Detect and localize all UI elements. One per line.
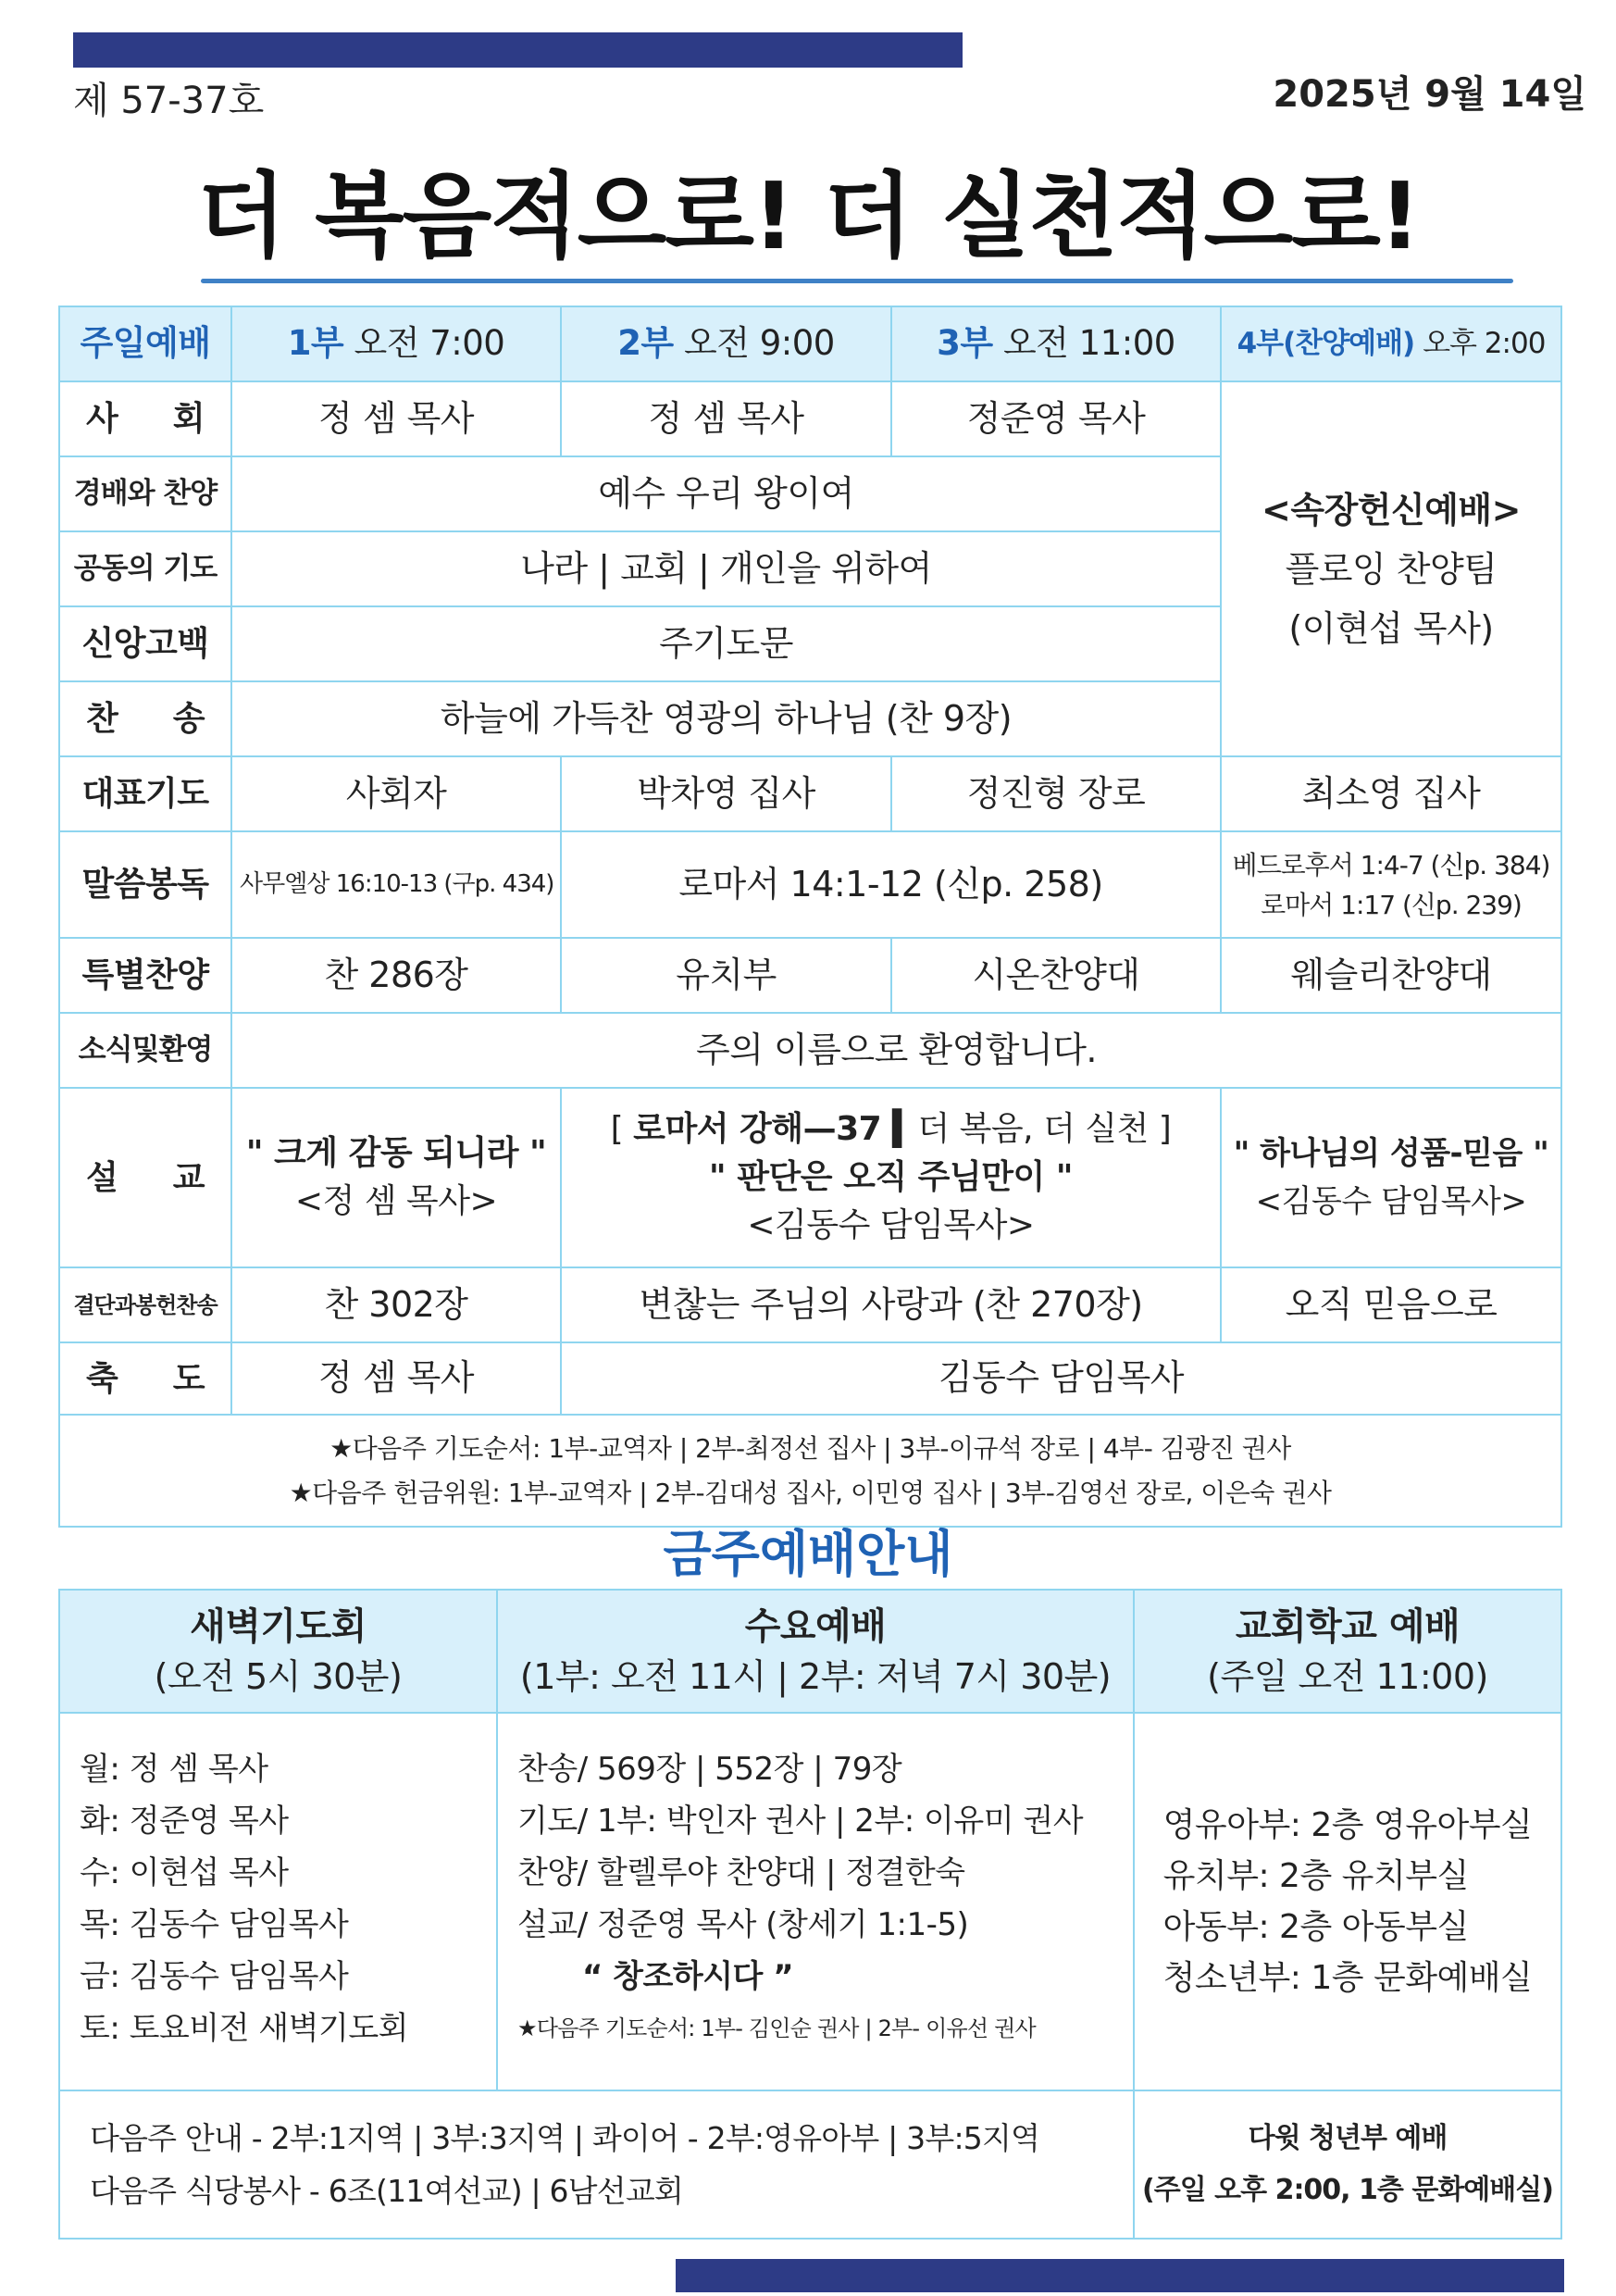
table-row	[59, 2090, 1561, 2239]
service-part: 3부	[937, 323, 993, 364]
young-adults-time: (주일 오후 2:00, 1층 문화예배실)	[1142, 2174, 1553, 2206]
top-decor-bar	[73, 32, 963, 68]
row-label-sermon: 설 교	[59, 1088, 231, 1267]
table-row	[59, 938, 1561, 1013]
note-line: ★다음주 기도순서: 1부-교역자 | 2부-최정선 집사 | 3부-이규석 장로 | 4부- 김광진 권사	[329, 1432, 1291, 1464]
row-label-offering-hymn: 결단과봉헌찬송	[59, 1267, 231, 1342]
fourth-service-title: <속장헌신예배>	[1262, 489, 1521, 530]
next-week-info	[59, 2090, 1134, 2239]
representative-prayer-4: 최소영 집사	[1221, 756, 1561, 831]
sermon-title: " 하나님의 성품-믿음 "	[1233, 1135, 1549, 1172]
bottom-decor-bar	[676, 2259, 1564, 2292]
next-week-line: 다음주 안내 - 2부:1지역 | 3부:3지역 | 콰이어 - 2부:영유아부 | 3부:5지역	[90, 2120, 1040, 2156]
scripture-4-line: 로마서 1:17 (신p. 239)	[1261, 889, 1522, 920]
row-label-scripture: 말씀봉독	[59, 831, 231, 938]
representative-prayer-3: 정진형 장로	[891, 756, 1221, 831]
presider-1: 정 셈 목사	[231, 381, 561, 456]
offering-hymn-2-3: 변찮는 주님의 사랑과 (찬 270장)	[561, 1267, 1221, 1342]
note-line: ★다음주 헌금위원: 1부-교역자 | 2부-김대성 집사, 이민영 집사 | 3부-김영선 장로, 이은숙 권사	[289, 1477, 1332, 1508]
dawn-prayer-header	[59, 1590, 497, 1713]
list-item: 아동부: 2층 아동부실	[1162, 1908, 1469, 1946]
sunday-worship-table	[58, 306, 1562, 1528]
table-header-row	[59, 1590, 1561, 1713]
next-week-notes	[59, 1415, 1561, 1527]
list-item: 영유아부: 2층 영유아부실	[1162, 1806, 1533, 1844]
series-theme: 더 복음, 더 실천 ]	[917, 1110, 1172, 1148]
sermon-preacher: <김동수 담임목사>	[1255, 1183, 1527, 1220]
list-item: 화: 정준영 목사	[80, 1803, 289, 1840]
row-label-creed: 신앙고백	[59, 606, 231, 681]
service-time: 오전 11:00	[1002, 323, 1175, 364]
table-row	[59, 1342, 1561, 1415]
fourth-service-team: 플로잉 찬양팀	[1285, 548, 1498, 590]
wednesday-next-prayer: ★다음주 기도순서: 1부- 김인순 권사 | 2부- 이유선 권사	[517, 2015, 1036, 2041]
young-adults-title: 다윗 청년부 예배	[1248, 2122, 1448, 2154]
service-header-4	[1221, 306, 1561, 381]
sermon-2-3	[561, 1088, 1221, 1267]
wednesday-choir: 찬양/ 할렐루야 찬양대 | 정결한숙	[517, 1854, 965, 1891]
series-bar: ▍	[881, 1110, 918, 1148]
table-row	[59, 831, 1561, 938]
row-label-common-prayer: 공동의 기도	[59, 531, 231, 606]
scripture-1: 사무엘상 16:10-13 (구p. 434)	[231, 831, 561, 938]
sermon-4	[1221, 1088, 1561, 1267]
sermon-preacher: <정 셈 목사>	[294, 1182, 498, 1220]
dawn-prayer-title: 새벽기도회	[190, 1604, 367, 1648]
creed-value: 주기도문	[231, 606, 1221, 681]
row-label-presider: 사 회	[59, 381, 231, 456]
special-music-1: 찬 286장	[231, 938, 561, 1013]
wednesday-header	[497, 1590, 1134, 1713]
wednesday-details	[497, 1713, 1134, 2090]
list-item: 수: 이현섭 목사	[80, 1854, 289, 1891]
bulletin-date: 2025년 9월 14일	[1273, 73, 1586, 116]
row-label-praise: 경배와 찬양	[59, 456, 231, 531]
service-header-1	[231, 306, 561, 381]
series-title: 로마서 강해—37	[633, 1110, 882, 1148]
table-header-row	[59, 306, 1561, 381]
welcome-value: 주의 이름으로 환영합니다.	[231, 1013, 1561, 1088]
dawn-prayer-schedule	[59, 1713, 497, 2090]
list-item: 목: 김동수 담임목사	[80, 1906, 349, 1943]
scripture-4	[1221, 831, 1561, 938]
row-label-welcome: 소식및환영	[59, 1013, 231, 1088]
table-row	[59, 756, 1561, 831]
scripture-4-line: 베드로후서 1:4-7 (신p. 384)	[1232, 849, 1550, 880]
sunday-worship-label: 주일예배	[59, 306, 231, 381]
sermon-series	[569, 1105, 1212, 1154]
title-underline	[201, 279, 1513, 283]
dawn-prayer-time: (오전 5시 30분)	[154, 1655, 403, 1697]
presider-3: 정준영 목사	[891, 381, 1221, 456]
offering-hymn-1: 찬 302장	[231, 1267, 561, 1342]
representative-prayer-2: 박차영 집사	[561, 756, 891, 831]
church-school-time: (주일 오전 11:00)	[1207, 1655, 1488, 1697]
table-row	[59, 1088, 1561, 1267]
wednesday-hymns: 찬송/ 569장 | 552장 | 79장	[517, 1751, 902, 1788]
wednesday-sermon: 설교/ 정준영 목사 (창세기 1:1-5)	[517, 1906, 969, 1943]
sermon-title: " 판단은 오직 주님만이 "	[708, 1158, 1074, 1196]
service-time: 오전 9:00	[683, 323, 835, 364]
church-school-header	[1134, 1590, 1561, 1713]
sermon-title: " 크게 감동 되니라 "	[245, 1134, 547, 1172]
rooms-list	[1163, 1800, 1533, 2003]
fourth-service-leader: (이현섭 목사)	[1288, 607, 1494, 649]
benediction-1: 정 셈 목사	[231, 1342, 561, 1415]
row-label-representative-prayer: 대표기도	[59, 756, 231, 831]
wednesday-sermon-title: “ 창조하시다 ”	[582, 1958, 794, 1995]
fourth-service-block	[1221, 381, 1561, 756]
benediction-rest: 김동수 담임목사	[561, 1342, 1561, 1415]
next-week-line: 다음주 식당봉사 - 6조(11여선교) | 6남선교회	[90, 2173, 683, 2209]
table-row	[59, 1013, 1561, 1088]
list-item: 유치부: 2층 유치부실	[1162, 1857, 1469, 1895]
row-label-hymn: 찬 송	[59, 681, 231, 756]
church-school-title: 교회학교 예배	[1235, 1604, 1461, 1648]
list-item: 청소년부: 1층 문화예배실	[1162, 1959, 1533, 1997]
series-open: [	[610, 1110, 634, 1148]
praise-value: 예수 우리 왕이여	[231, 456, 1221, 531]
issue-number: 제 57-37호	[73, 80, 265, 122]
weekly-guide-table	[58, 1589, 1562, 2240]
young-adults-service	[1134, 2090, 1561, 2239]
wednesday-prayer: 기도/ 1부: 박인자 권사 | 2부: 이유미 권사	[517, 1803, 1084, 1840]
service-time: 오후 2:00	[1423, 327, 1546, 361]
hymn-value: 하늘에 가득찬 영광의 하나님 (찬 9장)	[231, 681, 1221, 756]
special-music-2: 유치부	[561, 938, 891, 1013]
table-row	[59, 1415, 1561, 1527]
page-title: 더 복음적으로! 더 실천적으로!	[196, 162, 1420, 270]
presider-2: 정 셈 목사	[561, 381, 891, 456]
special-music-4: 웨슬리찬양대	[1221, 938, 1561, 1013]
table-row	[59, 1267, 1561, 1342]
list-item: 금: 김동수 담임목사	[80, 1958, 349, 1995]
sermon-1	[231, 1088, 561, 1267]
service-part: 4부(찬양예배)	[1237, 327, 1415, 361]
service-part: 2부	[617, 323, 674, 364]
sermon-preacher: <김동수 담임목사>	[747, 1206, 1035, 1244]
list-item: 토: 토요비전 새벽기도회	[80, 2010, 409, 2047]
table-row	[59, 1713, 1561, 2090]
common-prayer-value: 나라 | 교회 | 개인을 위하여	[231, 531, 1221, 606]
church-school-rooms	[1134, 1713, 1561, 2090]
special-music-3: 시온찬양대	[891, 938, 1221, 1013]
scripture-2-3: 로마서 14:1-12 (신p. 258)	[561, 831, 1221, 938]
offering-hymn-4: 오직 믿음으로	[1221, 1267, 1561, 1342]
weekly-guide-heading: 금주예배안내	[663, 1525, 953, 1583]
representative-prayer-1: 사회자	[231, 756, 561, 831]
table-row	[59, 381, 1561, 456]
row-label-special-music: 특별찬양	[59, 938, 231, 1013]
service-part: 1부	[287, 323, 344, 364]
service-time: 오전 7:00	[354, 323, 505, 364]
list-item: 월: 정 셈 목사	[80, 1751, 268, 1788]
service-header-2	[561, 306, 891, 381]
row-label-benediction: 축 도	[59, 1342, 231, 1415]
wednesday-time: (1부: 오전 11시 | 2부: 저녁 7시 30분)	[519, 1655, 1112, 1697]
service-header-3	[891, 306, 1221, 381]
wednesday-title: 수요예배	[744, 1604, 887, 1648]
